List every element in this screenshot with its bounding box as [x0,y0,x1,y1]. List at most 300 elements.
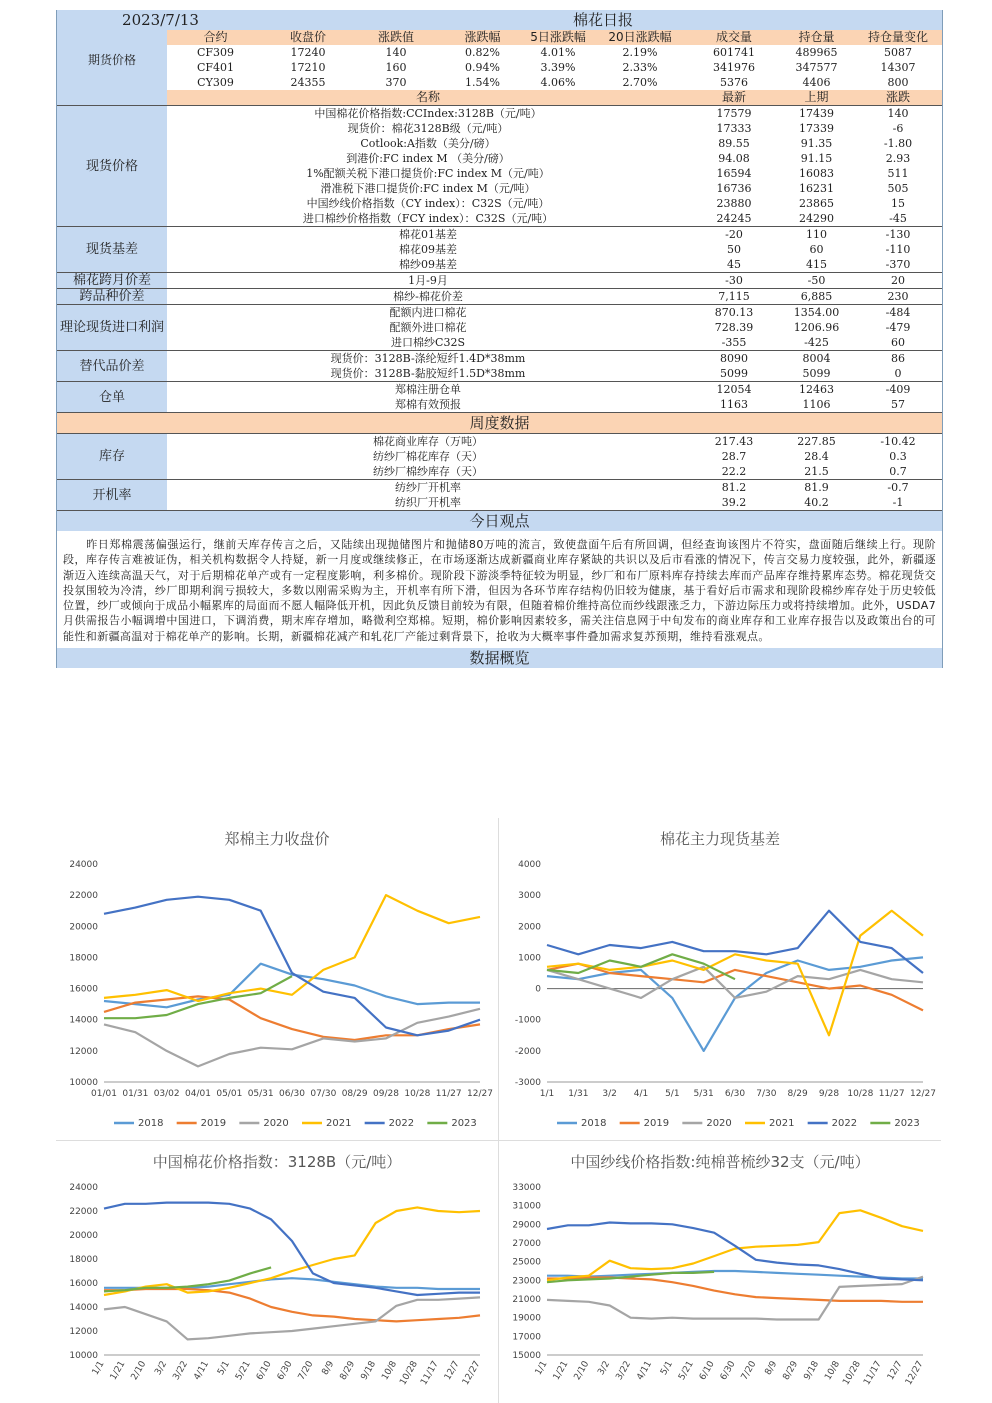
spot-chg: -479 [854,320,942,335]
weekly-row [57,480,942,496]
spot-chg: -1.80 [854,136,942,151]
x-tick-label: 09/28 [373,1089,399,1099]
weekly-latest: 39.2 [689,495,779,511]
weekly-prev: 21.5 [779,464,854,480]
y-tick-label: 1000 [518,953,541,964]
y-tick-label: 29000 [512,1220,541,1231]
spot-latest: 94.08 [689,151,779,166]
spot-chg: -6 [854,121,942,136]
weekly-section-label: 开机率 [57,480,167,511]
y-tick-label: 18000 [69,953,98,964]
chart-title: 中国棉花价格指数：3128B（元/吨） [152,1153,402,1171]
futures-cell: 4.06% [525,75,591,90]
x-tick-label: 10/28 [847,1089,874,1099]
x-tick-label: 12/27 [903,1359,926,1387]
spot-header-row [57,90,942,106]
weekly-item-name: 纺织厂开机率 [167,495,689,511]
spot-item-name: Cotlook:A指数（美分/磅） [167,136,689,151]
futures-column-header: 涨跌值 [352,30,440,45]
x-tick-label: 9/18 [359,1359,379,1383]
x-tick-label: 3/22 [614,1359,634,1383]
x-tick-label: 5/21 [234,1359,253,1383]
x-tick-label: 1/1 [90,1359,107,1378]
spot-row [57,305,942,321]
y-tick-label: -2000 [514,1046,541,1057]
x-tick-label: 6/30 [718,1359,738,1383]
legend-label: 2020 [263,1118,289,1129]
y-tick-label: 33000 [512,1183,541,1193]
spot-row [57,166,942,181]
y-tick-label: 10000 [69,1078,98,1088]
weekly-latest: 217.43 [689,434,779,450]
weekly-section-label: 库存 [57,434,167,480]
spot-item-name: 现货价：3128B-黏胶短纤1.5D*38mm [167,366,689,382]
chart-title: 郑棉主力收盘价 [224,830,330,848]
weekly-prev: 81.9 [779,480,854,496]
futures-cell: CY309 [167,75,264,90]
futures-cell: CF309 [167,45,264,60]
spot-item-name: 进口棉纱价格指数（FCY index）：C32S（元/吨） [167,211,689,227]
overview-title-row [57,648,942,668]
legend-label: 2023 [451,1118,477,1129]
spot-section-label: 替代品价差 [57,351,167,382]
x-tick-label: 4/1 [633,1089,649,1099]
report-table [57,10,942,668]
futures-column-header: 合约 [167,30,264,45]
series-line-2021 [104,895,480,1001]
x-tick-label: 10/8 [823,1359,843,1383]
spot-item-name: 中国纱线价格指数（CY index）：C32S（元/吨） [167,196,689,211]
series-line-2021 [547,911,923,1036]
spot-prev: 91.35 [779,136,854,151]
spot-chg: -130 [854,227,942,243]
x-tick-label: 1/21 [551,1359,571,1383]
spot-latest: 5099 [689,366,779,382]
futures-header-row [57,30,942,45]
series-line-2020 [104,1009,480,1067]
spot-prev: 23865 [779,196,854,211]
x-tick-label: 12/7 [442,1359,462,1383]
futures-cell: 4406 [779,75,854,90]
spot-chg: 505 [854,181,942,196]
weekly-row [57,495,942,511]
report-title: 棉花日报 [264,10,942,30]
chart-svg [56,1141,498,1403]
spot-item-name: 1月-9月 [167,273,689,289]
spot-item-name: 棉纱09基差 [167,257,689,273]
spot-prev: 17339 [779,121,854,136]
spot-row [57,227,942,243]
spot-section-label: 仓单 [57,382,167,413]
futures-cell: 160 [352,60,440,75]
x-tick-label: 6/30 [275,1359,295,1383]
series-line-2022 [104,1203,480,1295]
x-tick-label: 8/29 [338,1359,358,1383]
spot-prev: 5099 [779,366,854,382]
weekly-item-name: 纺纱厂棉花库存（天） [167,449,689,464]
y-tick-label: 22000 [69,891,98,902]
spot-latest: 12054 [689,382,779,398]
x-tick-label: 4/11 [635,1359,655,1383]
futures-cell: 3.39% [525,60,591,75]
spot-latest: -355 [689,335,779,351]
futures-cell: 17210 [264,60,352,75]
spot-prev: -50 [779,273,854,289]
legend-label: 2019 [200,1118,227,1129]
spot-row [57,335,942,351]
y-tick-label: 3000 [518,891,541,902]
chart-4 [499,1141,941,1403]
y-tick-label: 16000 [69,984,98,995]
spot-prev: 1206.96 [779,320,854,335]
spot-prev: 16231 [779,181,854,196]
opinion-row [57,531,942,648]
spot-chg: 511 [854,166,942,181]
weekly-row [57,464,942,480]
x-tick-label: 8/9 [320,1359,337,1378]
x-tick-label: 2/10 [572,1359,592,1383]
y-tick-label: 22000 [69,1207,98,1217]
spot-latest: 7,115 [689,289,779,305]
legend-label: 2023 [894,1118,920,1129]
spot-latest: 16736 [689,181,779,196]
x-tick-label: 8/29 [781,1359,801,1383]
x-tick-label: 7/30 [756,1089,777,1099]
y-tick-label: 14000 [69,1015,98,1026]
spot-prev: 24290 [779,211,854,227]
spot-chg: 60 [854,335,942,351]
spot-chg: -409 [854,382,942,398]
spot-chg: 20 [854,273,942,289]
futures-cell: 14307 [854,60,942,75]
spot-row [57,242,942,257]
weekly-chg: 0.7 [854,464,942,480]
chart-2 [499,818,941,1141]
x-tick-label: 10/28 [404,1089,431,1099]
weekly-prev: 40.2 [779,495,854,511]
futures-cell: 140 [352,45,440,60]
y-tick-label: 18000 [69,1255,98,1265]
x-tick-label: 05/01 [216,1089,243,1099]
chart-svg [499,818,941,1140]
futures-cell: 800 [854,75,942,90]
y-tick-label: 12000 [69,1327,98,1337]
chart-svg [56,818,498,1140]
spot-latest: 17579 [689,106,779,122]
spot-item-name: 配额内进口棉花 [167,305,689,321]
spot-item-name: 棉纱-棉花价差 [167,289,689,305]
x-tick-label: 9/18 [802,1359,822,1383]
x-tick-label: 04/01 [185,1089,211,1099]
y-tick-label: 24000 [69,1183,98,1193]
legend-label: 2022 [388,1118,415,1129]
x-tick-label: 12/27 [910,1089,936,1099]
legend-label: 2021 [769,1118,795,1129]
overview-title: 数据概览 [57,648,942,668]
spot-row [57,273,942,289]
spot-row [57,196,942,211]
y-tick-label: 24000 [69,860,98,870]
futures-cell: 2.70% [591,75,689,90]
x-tick-label: 08/29 [341,1089,368,1099]
futures-cell: 24355 [264,75,352,90]
spot-chg: -370 [854,257,942,273]
spot-prev: 415 [779,257,854,273]
spot-row [57,366,942,382]
spot-latest: 1163 [689,397,779,413]
spot-item-name: 到港价:FC index M （美分/磅） [167,151,689,166]
spot-chg: -484 [854,305,942,321]
futures-cell: 4.01% [525,45,591,60]
x-tick-label: 1/21 [108,1359,128,1383]
y-tick-label: 17000 [512,1332,541,1343]
y-tick-label: 10000 [69,1351,98,1361]
spot-row [57,121,942,136]
x-tick-label: 10/28 [841,1359,863,1387]
spot-chg-header: 涨跌 [854,90,942,106]
spot-latest: 728.39 [689,320,779,335]
spot-latest: 23880 [689,196,779,211]
futures-column-header: 5日涨跌幅 [525,30,591,45]
x-tick-label: 11/17 [862,1359,884,1387]
futures-column-header: 持仓量 [779,30,854,45]
chart-3 [56,1141,499,1403]
spot-chg: 2.93 [854,151,942,166]
x-tick-label: 6/10 [697,1359,717,1383]
spot-item-name: 现货价：棉花3128B级（元/吨） [167,121,689,136]
futures-cell: 1.54% [440,75,525,90]
spot-latest: 17333 [689,121,779,136]
spot-section-label: 跨品种价差 [57,289,167,305]
weekly-prev: 28.4 [779,449,854,464]
spot-chg: 86 [854,351,942,367]
futures-cell: 601741 [689,45,779,60]
y-tick-label: -1000 [514,1015,541,1026]
spot-item-name: 中国棉花价格指数:CCIndex:3128B（元/吨） [167,106,689,122]
futures-cell: 0.94% [440,60,525,75]
futures-cell: 5376 [689,75,779,90]
y-tick-label: 14000 [69,1303,98,1313]
spot-chg: 0 [854,366,942,382]
spot-prev-header: 上期 [779,90,854,106]
opinion-paragraph: 昨日郑棉震荡偏强运行，继前天库存传言之后，又陆续出现抛储图片和抛储80万吨的流言，致使盘面午后有所回调，但经查询该图片不符实，盘面随后继续上行。现阶段，库存传言难被证伪，相关机构数据令人持疑，新一月度或继续修正，在市场逐渐达成新疆商业库存紧缺的共识以及后市看涨的情况下，传言交易力度较强，此外，新疆逐渐迈入连续高温天气，对于后期棉花单产或有一定程度影响，利多棉价。现阶段下游淡季特征较为明显，纱厂和布厂原料库存持续去库而产品库存维持累库态势。棉花现货交投氛围较为冷清，纱厂即期利润亏损较大，多数以刚需采购为主，开机率有所下滑，但因为各环节库存结构仍旧较为健康，基于看好后市需求和现阶段棉纱库存处于历史较低位置，纱厂或倾向于成品小幅累库的局面而不愿人幅降低开机，因此负反馈目前较为有限，但随着棉价维持高位而纱线跟涨乏力，下游边际压力或将持续增加。此外，USDA7月供需报告小幅调增中国进口，下调消费，期末库存增加，略微利空郑棉。短期，棉价影响因素较多，需关注信息网于中旬发布的商业库存和工业库存报告以及政策出台的可能性和新疆高温对于棉花单产的影响。长期，新疆棉花减产和轧花厂产能过剩背景下，抢收为大概率事件叠加需求复苏预期，维持看涨观点。 [63,538,937,643]
spot-chg: 57 [854,397,942,413]
chart-svg [499,1141,941,1403]
opinion-title: 今日观点 [57,511,942,532]
x-tick-label: 5/1 [659,1359,675,1378]
x-tick-label: 3/2 [602,1089,617,1099]
spot-prev: 6,885 [779,289,854,305]
x-tick-label: 4/11 [192,1359,212,1383]
spot-row [57,397,942,413]
spot-latest: 89.55 [689,136,779,151]
x-tick-label: 10/8 [380,1359,400,1383]
y-tick-label: 19000 [512,1313,541,1324]
opinion-text [57,531,942,648]
y-tick-label: 16000 [69,1279,98,1289]
x-tick-label: 12/27 [460,1359,483,1387]
weekly-prev: 227.85 [779,434,854,450]
x-tick-label: 3/2 [596,1359,613,1378]
legend-label: 2018 [581,1118,607,1129]
x-tick-label: 6/30 [724,1089,746,1099]
x-tick-label: 5/1 [665,1089,680,1099]
weekly-item-name: 棉花商业库存（万吨） [167,434,689,450]
x-tick-label: 7/20 [739,1359,759,1383]
spot-section-label: 理论现货进口利润 [57,305,167,351]
spot-item-name: 配额外进口棉花 [167,320,689,335]
y-tick-label: 20000 [69,1231,98,1241]
legend-label: 2020 [706,1118,732,1129]
spot-latest: 16594 [689,166,779,181]
futures-cell: 2.19% [591,45,689,60]
y-tick-label: 4000 [518,860,541,870]
spot-prev: -425 [779,335,854,351]
y-tick-label: 0 [535,984,541,995]
spot-row [57,320,942,335]
y-tick-label: 25000 [512,1257,541,1268]
weekly-latest: 22.2 [689,464,779,480]
y-tick-label: 21000 [512,1295,541,1305]
spot-latest: 24245 [689,211,779,227]
weekly-chg: -10.42 [854,434,942,450]
x-tick-label: 5/31 [693,1089,714,1099]
x-tick-label: 05/31 [247,1089,274,1099]
spot-latest: 8090 [689,351,779,367]
y-tick-label: 15000 [512,1351,541,1361]
spot-item-name: 1%配额关税下港口提货价:FC index M（元/吨） [167,166,689,181]
futures-column-header: 收盘价 [264,30,352,45]
weekly-title: 周度数据 [57,413,942,434]
spot-latest: -20 [689,227,779,243]
spot-item-name: 郑棉注册仓单 [167,382,689,398]
weekly-chg: 0.3 [854,449,942,464]
weekly-chg: -1 [854,495,942,511]
spot-prev: 17439 [779,106,854,122]
series-line-2021 [104,1207,480,1295]
report-header-row [57,10,942,30]
futures-row [57,75,942,90]
spot-latest-header: 最新 [689,90,779,106]
x-tick-label: 2/10 [129,1359,149,1383]
spot-item-name: 棉花01基差 [167,227,689,243]
x-tick-label: 3/22 [171,1359,191,1383]
spot-prev: 60 [779,242,854,257]
futures-cell: 489965 [779,45,854,60]
spot-item-name: 进口棉纱C32S [167,335,689,351]
futures-cell: 5087 [854,45,942,60]
x-tick-label: 5/1 [216,1359,232,1378]
futures-cell: CF401 [167,60,264,75]
spot-latest: 45 [689,257,779,273]
futures-section-label: 期货价格 [57,30,167,90]
spot-prev: 91.15 [779,151,854,166]
x-tick-label: 1/1 [539,1089,555,1099]
spot-row [57,257,942,273]
x-tick-label: 7/20 [296,1359,316,1383]
spot-chg: 230 [854,289,942,305]
y-tick-label: 31000 [512,1201,541,1212]
spot-row [57,136,942,151]
series-line-2019 [547,1278,923,1302]
spot-row [57,211,942,227]
report-date: 2023/7/13 [57,10,264,30]
legend-label: 2018 [138,1118,164,1129]
spot-prev: 1106 [779,397,854,413]
spot-row [57,382,942,398]
futures-column-header: 涨跌幅 [440,30,525,45]
x-tick-label: 07/30 [310,1089,337,1099]
x-tick-label: 12/27 [467,1089,493,1099]
spot-chg: -45 [854,211,942,227]
x-tick-label: 12/7 [885,1359,905,1383]
spot-item-name: 棉花09基差 [167,242,689,257]
x-tick-label: 3/2 [153,1359,170,1378]
spot-prev: 1354.00 [779,305,854,321]
charts-area [56,818,941,1403]
legend-label: 2022 [831,1118,858,1129]
x-tick-label: 9/28 [818,1089,840,1099]
futures-cell: 347577 [779,60,854,75]
y-tick-label: 27000 [512,1239,541,1249]
spot-section-label: 现货价格 [57,106,167,227]
spot-prev: 8004 [779,351,854,367]
futures-row [57,45,942,60]
x-tick-label: 11/27 [435,1089,462,1099]
spot-item-name: 滑准税下港口提货价:FC index M（元/吨） [167,181,689,196]
spot-item-name: 郑棉有效预报 [167,397,689,413]
spot-prev: 12463 [779,382,854,398]
futures-column-header: 成交量 [689,30,779,45]
report-sheet [56,10,943,668]
x-tick-label: 03/02 [153,1089,180,1099]
x-tick-label: 01/31 [122,1089,149,1099]
spot-section-label: 棉花跨月价差 [57,273,167,289]
spot-latest: -30 [689,273,779,289]
x-tick-label: 5/21 [677,1359,696,1383]
x-tick-label: 01/01 [91,1089,117,1099]
futures-cell: 341976 [689,60,779,75]
spot-row [57,181,942,196]
futures-column-header: 20日涨跌幅 [591,30,689,45]
legend-label: 2019 [643,1118,670,1129]
spot-latest: 50 [689,242,779,257]
weekly-latest: 81.2 [689,480,779,496]
chart-title: 棉花主力现货基差 [659,830,780,848]
opinion-title-row [57,511,942,532]
x-tick-label: 1/31 [568,1089,589,1099]
chart-title: 中国纱线价格指数:纯棉普梳纱32支（元/吨） [570,1153,870,1171]
x-tick-label: 11/17 [419,1359,441,1387]
legend-label: 2021 [326,1118,352,1129]
weekly-item-name: 纺纱厂开机率 [167,480,689,496]
spot-chg: -110 [854,242,942,257]
y-tick-label: 23000 [512,1276,541,1287]
y-tick-label: -3000 [514,1078,541,1088]
weekly-item-name: 纺纱厂棉纱库存（天） [167,464,689,480]
x-tick-label: 1/1 [533,1359,550,1378]
spot-row [57,151,942,166]
spot-item-name: 现货价：3128B-涤纶短纤1.4D*38mm [167,351,689,367]
spot-chg: 140 [854,106,942,122]
spot-prev: 110 [779,227,854,243]
futures-cell: 2.33% [591,60,689,75]
spot-latest: 870.13 [689,305,779,321]
spot-header-blank [57,90,167,106]
futures-column-header: 持仓量变化 [854,30,942,45]
weekly-row [57,434,942,450]
weekly-chg: -0.7 [854,480,942,496]
